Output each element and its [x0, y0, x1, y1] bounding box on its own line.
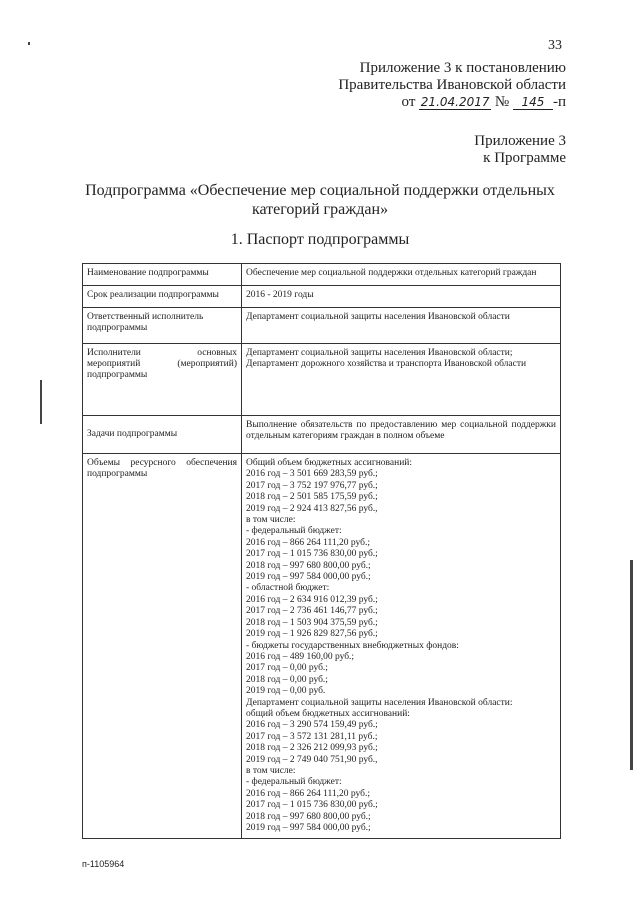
- table-row: [83, 286, 561, 308]
- from-label: от: [401, 94, 416, 110]
- row-label: Объемы ресурсного обеспечения подпрограммы: [83, 454, 242, 839]
- value-line: в том числе:: [246, 515, 296, 526]
- subprogram-title: [0, 181, 640, 219]
- value-line: - федеральный бюджет:: [246, 526, 342, 537]
- value-line: 2017 год – 1 015 736 830,00 руб.;: [246, 800, 378, 811]
- handwritten-date: 21.04.2017: [420, 95, 490, 109]
- passport-table: [82, 263, 561, 839]
- value-line: Департамент социальной защиты населения Ивановской области;: [246, 348, 513, 358]
- value-line: 2017 год – 0,00 руб.;: [246, 663, 328, 674]
- value-line: 2018 год – 2 326 212 099,93 руб.;: [246, 743, 378, 754]
- row-value: Департамент социальной защиты населения Ивановской области: [242, 308, 561, 344]
- resources-value: [242, 454, 561, 839]
- table-row: [83, 416, 561, 454]
- value-line: в том числе:: [246, 765, 296, 776]
- value-line: Департамент дорожного хозяйства и транспорта Ивановской области: [246, 359, 527, 369]
- value-line: 2016 год – 2 634 916 012,39 руб.;: [246, 594, 378, 605]
- value-line: Департамент социальной защиты населения Ивановской области:: [246, 697, 513, 708]
- value-line: 2018 год – 1 503 904 375,59 руб.;: [246, 617, 378, 628]
- value-line: 2019 год – 0,00 руб.: [246, 686, 326, 697]
- approval-line-2: Правительства Ивановской области: [338, 77, 566, 93]
- row-label: Срок реализации подпрограммы: [83, 286, 242, 308]
- subprogram-title-line-1: Подпрограмма «Обеспечение мер социальной поддержки отдельных: [85, 182, 555, 199]
- handwritten-number: 145: [513, 95, 553, 110]
- value-line: - областной бюджет:: [246, 583, 330, 594]
- value-line: 2017 год – 2 736 461 146,77 руб.;: [246, 606, 378, 617]
- value-line: 2018 год – 997 680 800,00 руб.;: [246, 560, 371, 571]
- value-line: общий объем бюджетных ассигнований:: [246, 708, 410, 719]
- value-line: - федеральный бюджет:: [246, 777, 342, 788]
- table-row: [83, 454, 561, 839]
- row-label: Исполнители основных мероприятий (мероприятий) подпрограммы: [83, 344, 242, 416]
- row-value: [242, 344, 561, 416]
- row-value: Обеспечение мер социальной поддержки отдельных категорий граждан: [242, 264, 561, 286]
- scan-mark-right: [630, 560, 633, 770]
- value-line: 2016 год – 866 264 111,20 руб.;: [246, 788, 370, 799]
- value-line: 2016 год – 866 264 111,20 руб.;: [246, 537, 370, 548]
- appendix-line-1: Приложение 3: [474, 133, 566, 149]
- number-suffix: -п: [552, 94, 566, 110]
- value-line: 2019 год – 997 584 000,00 руб.;: [246, 572, 371, 583]
- value-line: Общий объем бюджетных ассигнований:: [246, 458, 413, 468]
- number-label: №: [494, 94, 510, 110]
- value-line: 2018 год – 0,00 руб.;: [246, 674, 328, 685]
- value-line: 2018 год – 997 680 800,00 руб.;: [246, 811, 371, 822]
- page-number: 33: [548, 38, 562, 53]
- value-line: 2019 год – 2 749 040 751,90 руб.,: [246, 754, 378, 765]
- appendix-block: [474, 133, 566, 167]
- value-line: 2019 год – 997 584 000,00 руб.;: [246, 823, 371, 833]
- row-value: Выполнение обязательств по предоставлению мер социальной поддержки отдельным категориям граждан в полном объеме: [242, 416, 561, 454]
- value-line: 2017 год – 3 572 131 281,11 руб.;: [246, 731, 378, 742]
- scan-dot: [28, 42, 30, 45]
- value-line: 2016 год – 489 160,00 руб.;: [246, 651, 355, 662]
- row-value: 2016 - 2019 годы: [242, 286, 561, 308]
- approval-date-row: [338, 94, 566, 111]
- value-line: 2019 год – 1 926 829 827,56 руб.;: [246, 629, 378, 640]
- table-row: [83, 308, 561, 344]
- value-line: 2017 год – 3 752 197 976,77 руб.;: [246, 480, 378, 491]
- row-label: Ответственный исполнитель подпрограммы: [83, 308, 242, 344]
- table-row: [83, 264, 561, 286]
- approval-block: [338, 60, 566, 111]
- value-line: 2019 год – 2 924 413 827,56 руб.,: [246, 503, 378, 514]
- value-line: 2016 год – 3 290 574 159,49 руб.;: [246, 720, 378, 731]
- section-heading: 1. Паспорт подпрограммы: [230, 231, 410, 248]
- value-line: 2016 год – 3 501 669 283,59 руб.;: [246, 469, 378, 480]
- approval-line-1: Приложение 3 к постановлению: [359, 60, 566, 76]
- subprogram-title-line-2: категорий граждан»: [251, 201, 389, 218]
- row-label: Задачи подпрограммы: [83, 416, 242, 454]
- value-line: - бюджеты государственных внебюджетных фондов:: [246, 640, 459, 651]
- document-stamp: п-1105964: [82, 859, 125, 869]
- value-line: 2017 год – 1 015 736 830,00 руб.;: [246, 549, 378, 560]
- value-line: 2018 год – 2 501 585 175,59 руб.;: [246, 492, 378, 503]
- appendix-line-2: к Программе: [483, 150, 566, 166]
- scan-mark-left: [40, 380, 42, 424]
- row-label: Наименование подпрограммы: [83, 264, 242, 286]
- table-row: [83, 344, 561, 416]
